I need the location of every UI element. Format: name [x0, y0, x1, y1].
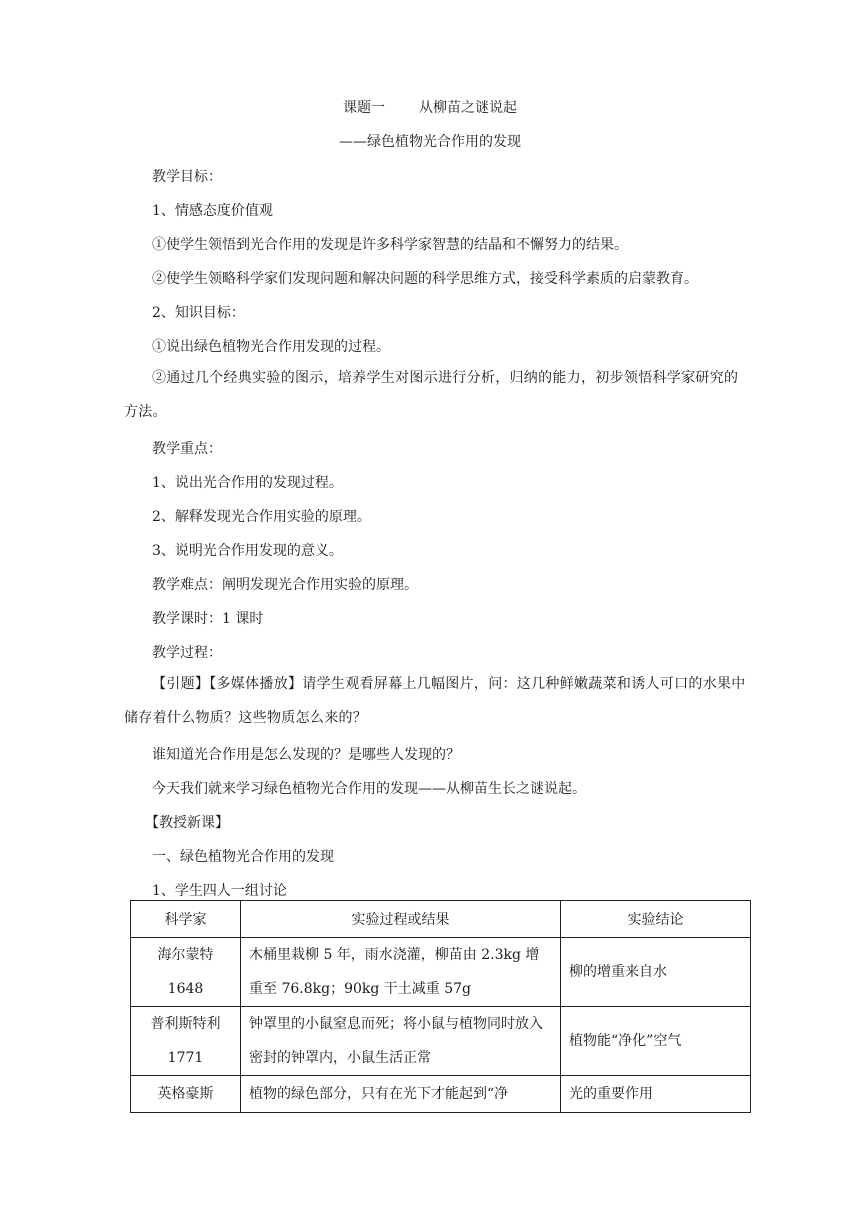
hours-line: 教学课时：1 课时: [152, 611, 264, 627]
column-header: 科学家: [131, 901, 241, 938]
question-line: 今天我们就来学习绿色植物光合作用的发现——从柳苗生长之谜说起。: [152, 781, 586, 797]
scientist-name: 英格豪斯: [157, 1086, 214, 1102]
attitude-heading: 1、情感态度价值观: [152, 203, 273, 219]
process-cell: 植物的绿色部分，只有在光下才能起到“净: [241, 1076, 561, 1113]
scientist-year: 1771: [167, 1050, 204, 1066]
table-row: [131, 938, 751, 1007]
process-cell: 钟罩里的小鼠窒息而死；将小鼠与植物同时放入密封的钟罩内，小鼠生活正常: [241, 1007, 561, 1076]
knowledge-item: ②通过几个经典实验的图示，培养学生对图示进行分析，归纳的能力，初步领悟科学家研究的方法。: [124, 370, 739, 420]
table-row: [131, 1007, 751, 1076]
attitude-item: ②使学生领略科学家们发现问题和解决问题的科学思维方式，接受科学素质的启蒙教育。: [152, 271, 698, 287]
objectives-heading: 教学目标：: [152, 169, 222, 185]
scientist-name: 普利斯特利: [150, 1016, 221, 1032]
table-row: [131, 1076, 751, 1113]
section-heading: 一、绿色植物光合作用的发现: [152, 849, 334, 865]
key-point-item: 1、说出光合作用的发现过程。: [152, 475, 343, 491]
conclusion-cell: 植物能“净化”空气: [561, 1007, 751, 1076]
key-points-heading: 教学重点：: [152, 441, 222, 457]
column-header: 实验结论: [561, 901, 751, 938]
conclusion-cell: 光的重要作用: [561, 1076, 751, 1113]
intro-paragraph: 【引题】【多媒体播放】请学生观看屏幕上几幅图片，问：这几种鲜嫩蔬菜和诱人可口的水果中储存着什么物质？这些物质怎么来的？: [124, 676, 746, 726]
scientist-cell: [131, 938, 241, 1007]
key-point-item: 3、说明光合作用发现的意义。: [152, 543, 343, 559]
conclusion-cell: 柳的增重来自水: [561, 938, 751, 1007]
knowledge-heading: 2、知识目标：: [152, 305, 245, 321]
column-header: 实验过程或结果: [241, 901, 561, 938]
scientist-cell: [131, 1007, 241, 1076]
scientist-cell: [131, 1076, 241, 1113]
discussion-line: 1、学生四人一组讨论: [152, 883, 287, 899]
lesson-subtitle: ——绿色植物光合作用的发现: [339, 134, 521, 150]
scientist-year: 1648: [167, 981, 204, 997]
question-line: 谁知道光合作用是怎么发现的？是哪些人发现的？: [152, 747, 460, 763]
table-header-row: [131, 901, 751, 938]
scientist-name: 海尔蒙特: [157, 947, 214, 963]
experiments-table: [130, 900, 751, 1113]
new-lesson-heading: 【教授新课】: [145, 815, 229, 831]
knowledge-item: ①说出绿色植物光合作用发现的过程。: [152, 339, 390, 355]
key-point-item: 2、解释发现光合作用实验的原理。: [152, 509, 371, 525]
lesson-title: [0, 97, 860, 117]
process-cell: 木桶里栽柳 5 年，雨水浇灌，柳苗由 2.3kg 增重至 76.8kg；90kg 干土减重 57g: [241, 938, 561, 1007]
difficulty-line: 教学难点：阐明发现光合作用实验的原理。: [152, 577, 418, 593]
attitude-item: ①使学生领悟到光合作用的发现是许多科学家智慧的结晶和不懈努力的结果。: [152, 237, 628, 253]
lesson-number: 课题一: [343, 100, 385, 116]
process-heading: 教学过程：: [152, 645, 222, 661]
lesson-name: 从柳苗之谜说起: [419, 100, 517, 116]
